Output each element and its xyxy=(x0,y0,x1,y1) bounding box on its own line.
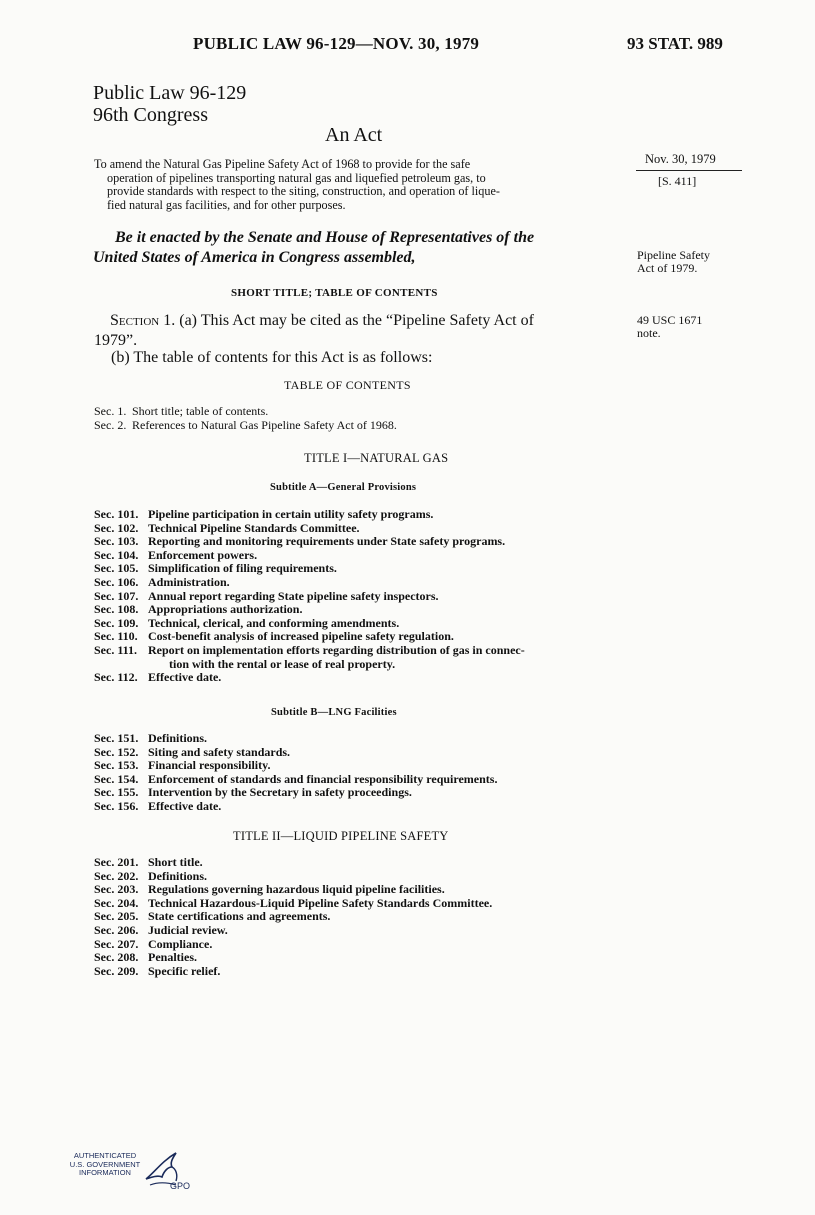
section-1-text xyxy=(94,311,534,351)
margin-note-line: 49 USC 1671 xyxy=(637,313,703,327)
toc-entry-number: Sec. 155. xyxy=(94,785,139,800)
toc-entry-text: Specific relief. xyxy=(148,963,221,978)
toc-entry xyxy=(94,549,525,563)
toc-entry-number: Sec. 110. xyxy=(94,629,138,644)
toc-entry xyxy=(94,773,497,787)
toc-entry xyxy=(94,897,492,911)
toc-entry xyxy=(94,562,525,576)
toc-entry-text: Appropriations authorization. xyxy=(148,602,303,617)
toc-entry-text: Compliance. xyxy=(148,936,213,951)
toc-entry-text: Technical Pipeline Standards Committee. xyxy=(148,520,360,535)
toc-entry-number: Sec. 201. xyxy=(94,855,139,869)
toc-entry-number: Sec. 203. xyxy=(94,882,139,897)
toc-title-1-a-list xyxy=(94,508,525,685)
toc-entry xyxy=(94,617,525,631)
toc-entry-text: References to Natural Gas Pipeline Safety Act of 1968. xyxy=(132,417,397,432)
toc-entry xyxy=(94,535,525,549)
toc-entry xyxy=(94,576,525,590)
toc-entry-text: Effective date. xyxy=(148,798,222,813)
purpose-clause xyxy=(94,158,624,212)
toc-entry xyxy=(94,603,525,617)
toc-entry-number: Sec. 204. xyxy=(94,895,139,910)
purpose-line: operation of pipelines transporting natural gas and liquefied petroleum gas, to xyxy=(107,170,486,185)
toc-entry xyxy=(94,590,525,604)
toc-entry xyxy=(94,951,492,965)
toc-entry-text: Siting and safety standards. xyxy=(148,744,291,759)
toc-title-2-list xyxy=(94,856,492,978)
toc-entry-number: Sec. 101. xyxy=(94,507,139,521)
toc-entry-number: Sec. 202. xyxy=(94,868,139,883)
toc-entry-text: Technical Hazardous-Liquid Pipeline Safety Standards Committee. xyxy=(148,895,493,910)
public-law-number: Public Law 96-129 xyxy=(93,82,247,104)
margin-note-usc xyxy=(637,314,702,340)
toc-entry xyxy=(94,938,492,952)
toc-entry xyxy=(94,630,525,644)
toc-entry-text: Effective date. xyxy=(148,670,222,685)
toc-entry-number: Sec. 105. xyxy=(94,561,139,576)
toc-entry xyxy=(94,405,397,419)
toc-entry-text: Technical, clerical, and conforming amendments. xyxy=(148,615,400,630)
gpo-mark: GPO xyxy=(170,1181,191,1191)
toc-entry xyxy=(94,759,497,773)
toc-entry-text: Enforcement powers. xyxy=(148,547,258,562)
toc-entry-text: Pipeline participation in certain utility safety programs. xyxy=(148,507,434,521)
margin-bill-number: [S. 411] xyxy=(658,174,697,188)
toc-entry-text: Administration. xyxy=(148,574,230,589)
toc-entry-number: Sec. 103. xyxy=(94,534,139,549)
toc-entry-number: Sec. 206. xyxy=(94,922,139,937)
toc-entry-text: Report on implementation efforts regarding distribution of gas in connec- xyxy=(148,642,525,657)
purpose-line: provide standards with respect to the siting, construction, and operation of lique- xyxy=(107,184,500,199)
toc-heading: TABLE OF CONTENTS xyxy=(284,378,411,392)
toc-entry xyxy=(94,800,497,814)
toc-entry-text: Short title; table of contents. xyxy=(132,404,269,418)
margin-divider xyxy=(636,170,742,171)
toc-entry-number: Sec. 109. xyxy=(94,615,139,630)
toc-entry-text: Judicial review. xyxy=(148,922,228,937)
toc-entry-text: Annual report regarding State pipeline safety inspectors. xyxy=(148,588,439,603)
toc-entry-number: Sec. 102. xyxy=(94,520,139,535)
purpose-line: To amend the Natural Gas Pipeline Safety Act of 1968 to provide for the safe xyxy=(94,157,471,171)
toc-entry-number: Sec. 153. xyxy=(94,758,139,773)
toc-entry xyxy=(94,910,492,924)
enacting-clause xyxy=(93,228,623,268)
toc-entry-text: tion with the rental or lease of real property. xyxy=(169,656,396,671)
gpo-seal-text xyxy=(64,1152,146,1178)
section-1-line: 1979”. xyxy=(94,332,138,349)
toc-entry-number: Sec. 104. xyxy=(94,547,139,562)
section-1-b: (b) The table of contents for this Act is as follows: xyxy=(111,349,433,366)
toc-entry xyxy=(94,924,492,938)
gpo-seal-line: INFORMATION xyxy=(79,1168,131,1177)
toc-entry-text: Definitions. xyxy=(148,731,208,745)
toc-entry-number: Sec. 2. xyxy=(94,417,127,432)
toc-entry-number: Sec. 106. xyxy=(94,574,139,589)
toc-entry-text: Enforcement of standards and financial responsibility requirements. xyxy=(148,771,498,786)
section-1-line xyxy=(94,311,534,331)
toc-entry xyxy=(94,644,525,658)
toc-entry-number: Sec. 107. xyxy=(94,588,139,603)
toc-intro-list xyxy=(94,405,397,432)
toc-entry-number: Sec. 108. xyxy=(94,602,139,617)
toc-entry-number: Sec. 112. xyxy=(94,670,138,685)
toc-subtitle-a: Subtitle A—General Provisions xyxy=(270,482,417,493)
running-head: PUBLIC LAW 96-129—NOV. 30, 1979 xyxy=(193,34,480,53)
toc-entry-number: Sec. 151. xyxy=(94,731,139,745)
toc-entry xyxy=(94,870,492,884)
toc-entry-text: Financial responsibility. xyxy=(148,758,271,773)
section-heading: SHORT TITLE; TABLE OF CONTENTS xyxy=(231,287,438,299)
toc-entry-text: Regulations governing hazardous liquid pipeline facilities. xyxy=(148,882,445,897)
toc-entry xyxy=(94,508,525,522)
margin-date: Nov. 30, 1979 xyxy=(645,152,716,166)
toc-entry-number: Sec. 207. xyxy=(94,936,139,951)
toc-entry xyxy=(94,856,492,870)
gpo-authentication-seal xyxy=(64,1149,191,1194)
toc-entry-number: Sec. 209. xyxy=(94,963,139,978)
enacting-line: United States of America in Congress assembled, xyxy=(93,249,416,266)
toc-entry xyxy=(94,965,492,979)
toc-title-1: TITLE I—NATURAL GAS xyxy=(304,451,449,465)
toc-entry-number: Sec. 154. xyxy=(94,771,139,786)
toc-entry-continuation xyxy=(94,658,525,672)
margin-note-line: Act of 1979. xyxy=(637,261,698,275)
toc-entry-text: Definitions. xyxy=(148,868,208,883)
enacting-line: Be it enacted by the Senate and House of Representatives of the xyxy=(115,229,535,246)
act-title: An Act xyxy=(325,124,383,146)
toc-entry-text: Intervention by the Secretary in safety proceedings. xyxy=(148,785,412,800)
toc-entry-number: Sec. 205. xyxy=(94,909,139,924)
toc-entry-number: Sec. 1. xyxy=(94,404,127,418)
purpose-line: fied natural gas facilities, and for other purposes. xyxy=(107,197,346,212)
gpo-seal-line: U.S. GOVERNMENT xyxy=(69,1159,141,1169)
toc-entry-number: Sec. 208. xyxy=(94,950,139,965)
section-label: Section xyxy=(110,312,160,329)
toc-entry-text: Simplification of filing requirements. xyxy=(148,561,337,576)
toc-entry-number: Sec. 156. xyxy=(94,798,139,813)
toc-entry-text: Cost-benefit analysis of increased pipeline safety regulation. xyxy=(148,629,454,644)
congress-label: 96th Congress xyxy=(93,104,208,126)
toc-entry xyxy=(94,732,497,746)
toc-entry xyxy=(94,419,397,433)
toc-entry xyxy=(94,883,492,897)
toc-title-2: TITLE II—LIQUID PIPELINE SAFETY xyxy=(233,829,449,843)
toc-entry-number: Sec. 152. xyxy=(94,744,139,759)
toc-entry xyxy=(94,671,525,685)
gpo-seal-line: AUTHENTICATED xyxy=(73,1151,137,1160)
toc-subtitle-b: Subtitle B—LNG Facilities xyxy=(271,707,397,718)
margin-note-line: Pipeline Safety xyxy=(637,248,710,262)
toc-entry-text: Short title. xyxy=(148,855,203,869)
toc-entry xyxy=(94,746,497,760)
toc-entry xyxy=(94,522,525,536)
margin-note-line: note. xyxy=(637,326,661,340)
section-1-body: 1. (a) This Act may be cited as the “Pipeline Safety Act of xyxy=(163,312,534,329)
toc-entry-number: Sec. 111. xyxy=(94,642,138,657)
toc-title-1-b-list xyxy=(94,732,497,814)
toc-entry xyxy=(94,786,497,800)
margin-note-short-title xyxy=(637,249,710,275)
toc-entry-text: Penalties. xyxy=(148,950,197,965)
statute-page-ref: 93 STAT. 989 xyxy=(627,34,723,53)
toc-entry-text: Reporting and monitoring requirements under State safety programs. xyxy=(148,534,506,549)
toc-entry-text: State certifications and agreements. xyxy=(148,909,331,924)
